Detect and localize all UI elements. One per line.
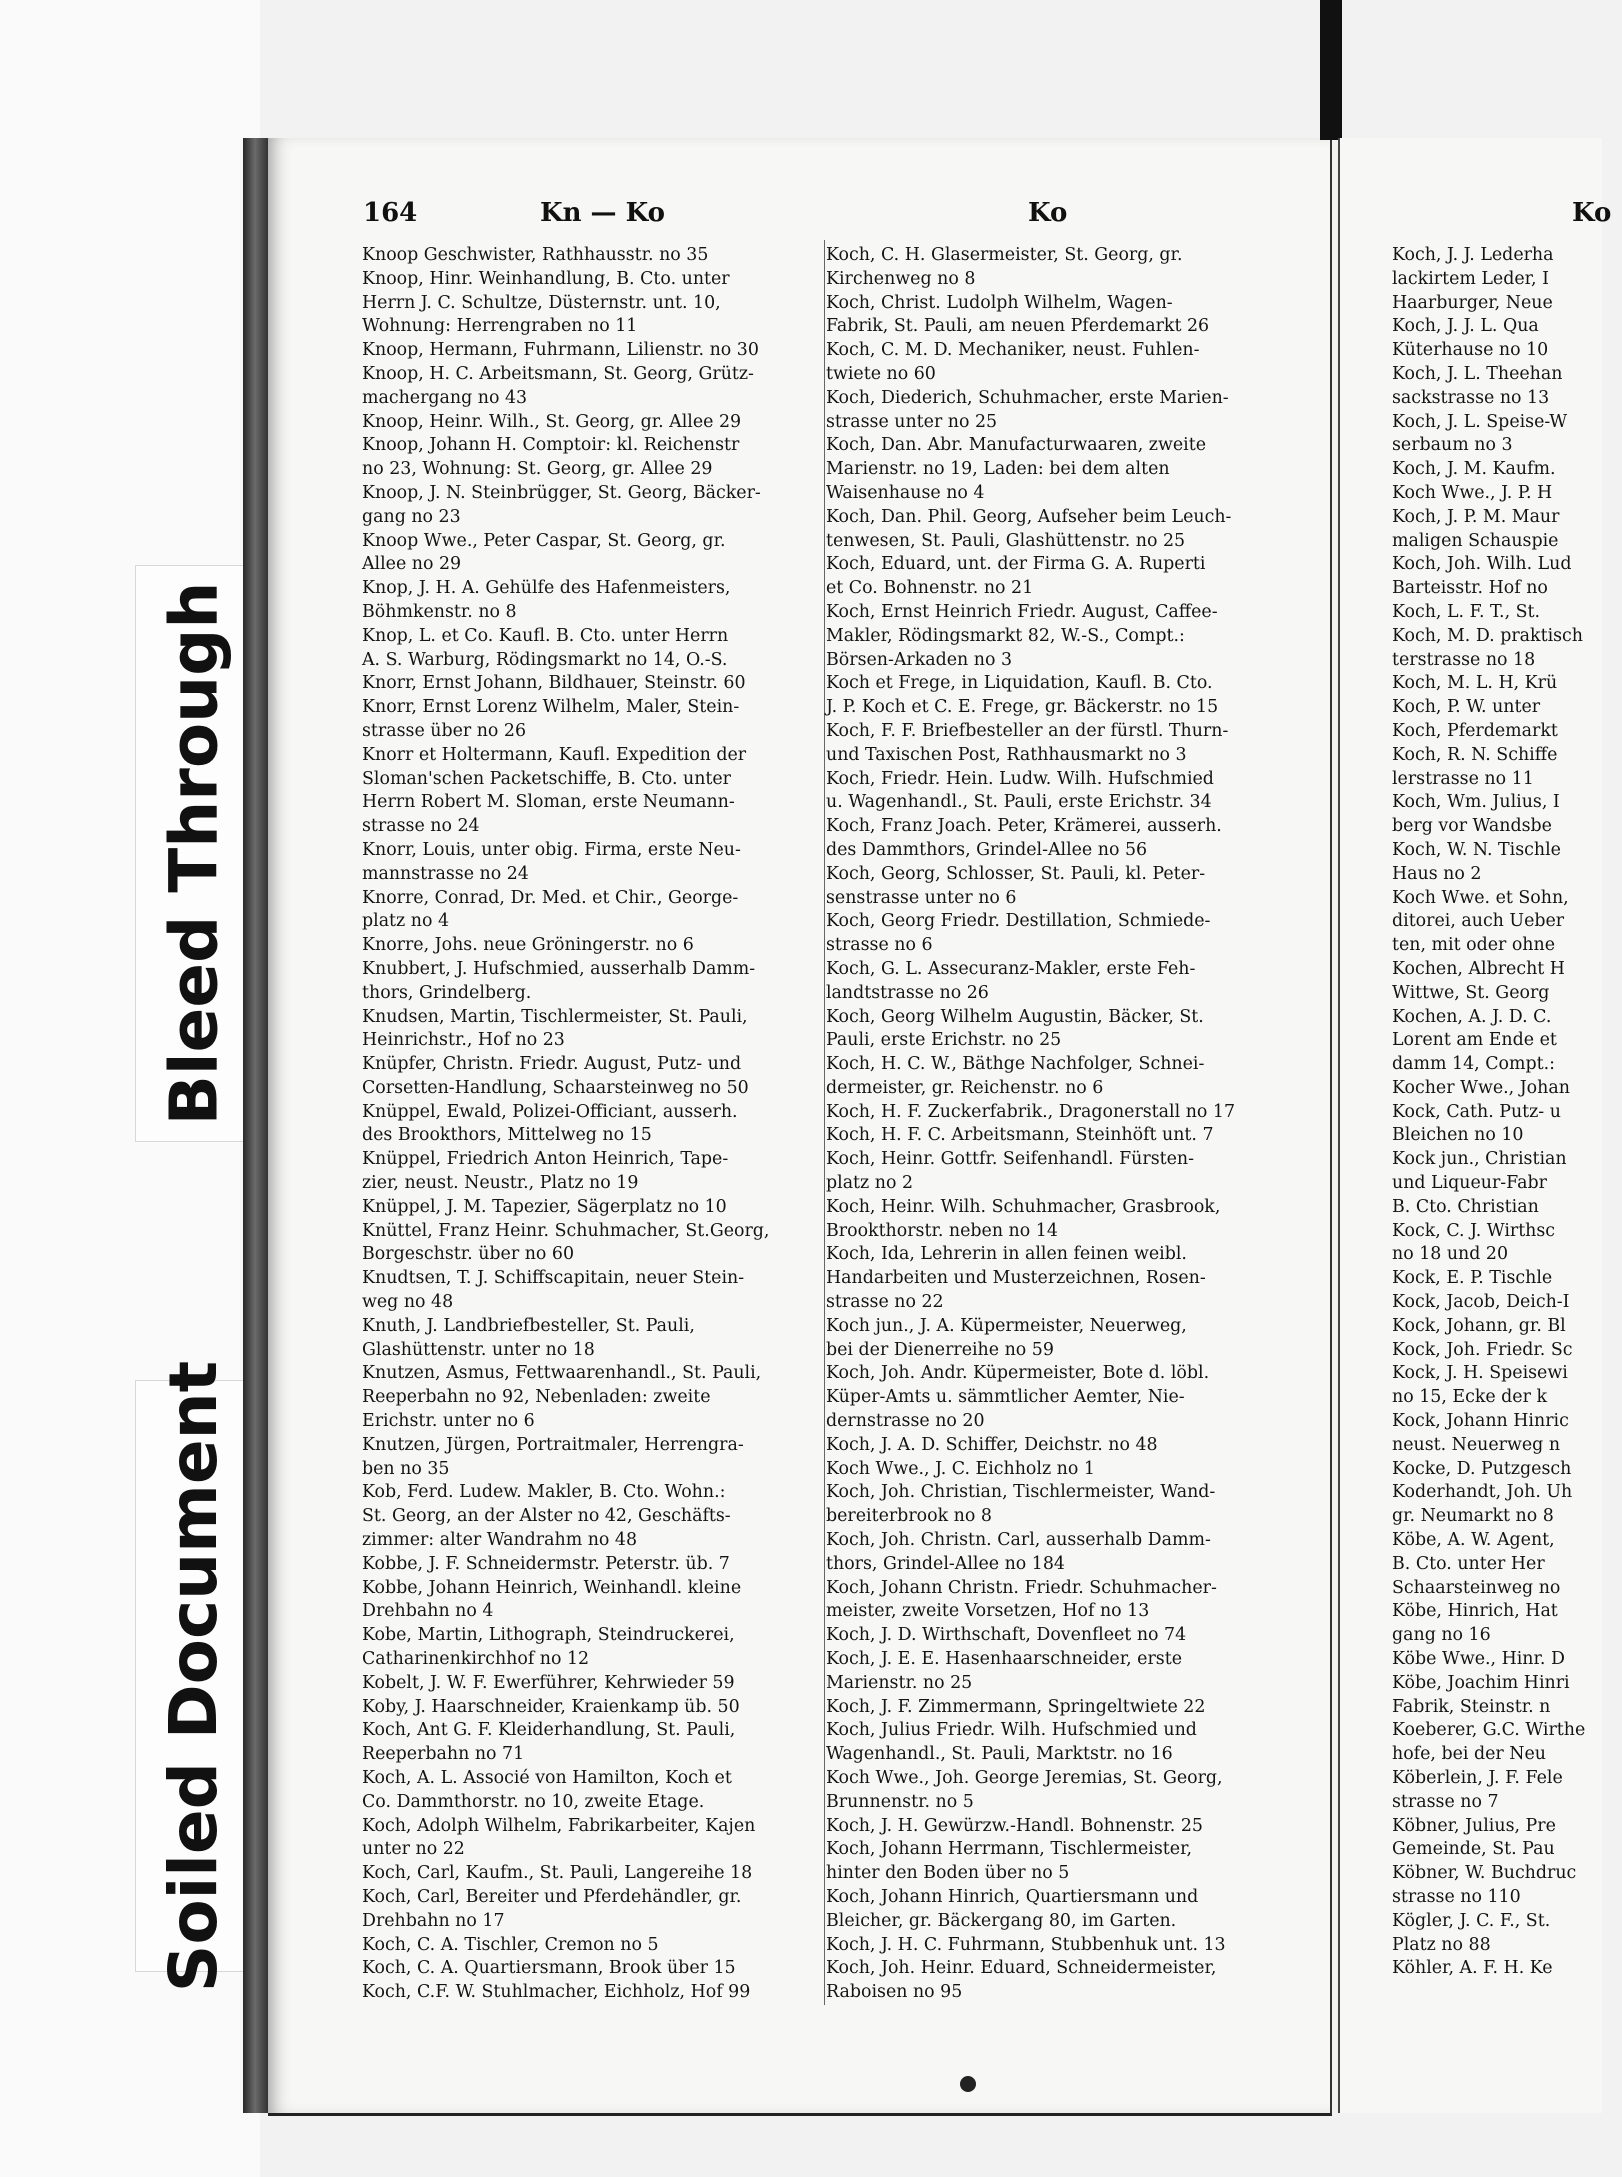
entry-line: zimmer: alter Wandrahm no 48 [362,1530,638,1551]
entry-line: Reeperbahn no 71 [362,1744,525,1765]
entry-line: Drehbahn no 17 [362,1910,505,1931]
entry-line: Koch, J. H. Gewürzw.-Handl. Bohnenstr. 25 [826,1815,1203,1836]
entry-line: Knoop, J. N. Steinbrügger, St. Georg, Bäcker- [362,482,761,503]
entry-line: strasse no 24 [362,816,480,837]
entry-line: Knorre, Johs. neue Gröningerstr. no 6 [362,935,694,956]
entry-line: bereiterbrook no 8 [826,1506,992,1527]
entry-line: et Co. Bohnenstr. no 21 [826,578,1034,599]
entry-line: Kobe, Martin, Lithograph, Steindruckerei, [362,1625,735,1646]
entry-line: Koby, J. Haarschneider, Kraienkamp üb. 50 [362,1696,740,1717]
entry-line: Knuth, J. Landbriefbesteller, St. Pauli, [362,1315,695,1336]
entry-line: gang no 16 [1392,1625,1491,1646]
entry-line: Knorr, Ernst Johann, Bildhauer, Steinstr. 60 [362,673,746,694]
entry-line: Brunnenstr. no 5 [826,1791,974,1812]
entry-line: Koch, H. F. C. Arbeitsmann, Steinhöft unt. 7 [826,1125,1214,1146]
page-number: 164 [363,198,418,228]
entry-line: Handarbeiten und Musterzeichnen, Rosen- [826,1268,1206,1289]
entry-line: Knoop, Hinr. Weinhandlung, B. Cto. unter [362,268,730,289]
entry-line: Knutzen, Asmus, Fettwaarenhandl., St. Pauli, [362,1363,762,1384]
entry-line: Koch Wwe., J. C. Eichholz no 1 [826,1458,1095,1479]
entry-line: Koch, Joh. Christn. Carl, ausserhalb Damm- [826,1530,1211,1551]
entry-line: no 15, Ecke der k [1392,1387,1547,1408]
entry-line: gang no 23 [362,506,461,527]
running-head-left: Kn — Ko [540,198,665,228]
entry-line: Kob, Ferd. Ludew. Makler, B. Cto. Wohn.: [362,1482,726,1503]
entry-line: Kock, Jacob, Deich-I [1392,1292,1570,1313]
entry-line: platz no 2 [826,1173,914,1194]
entry-line: Koeberer, G.C. Wirthe [1392,1720,1586,1741]
entry-line: Koch, Carl, Kaufm., St. Pauli, Langereihe 18 [362,1863,753,1884]
entry-line: Knüpfer, Christn. Friedr. August, Putz- und [362,1054,742,1075]
entry-line: mannstrasse no 24 [362,863,529,884]
entry-line: Koch, Johann Herrmann, Tischlermeister, [826,1839,1193,1860]
entry-line: Catharinenkirchhof no 12 [362,1649,590,1670]
entry-line: Koch, Georg, Schlosser, St. Pauli, kl. Peter- [826,863,1206,884]
entry-line: Koch, Wm. Julius, I [1392,792,1560,813]
entry-line: meister, zweite Vorsetzen, Hof no 13 [826,1601,1150,1622]
entry-line: Koch, Joh. Wilh. Lud [1392,554,1572,575]
entry-line: dernstrasse no 20 [826,1411,985,1432]
entry-line: maligen Schauspie [1392,530,1559,551]
entry-line: Knüppel, Ewald, Polizei-Officiant, ausserh. [362,1101,738,1122]
entry-line: Schaarsteinweg no [1392,1577,1561,1598]
label-strip [0,0,260,2177]
entry-line: Köbe, A. W. Agent, [1392,1530,1555,1551]
entry-line: Koch, J. A. D. Schiffer, Deichstr. no 48 [826,1434,1158,1455]
soiled-document-label [135,1360,252,1992]
entry-line: Knüppel, Friedrich Anton Heinrich, Tape- [362,1149,729,1170]
entry-line: Koch Wwe., Joh. George Jeremias, St. Georg, [826,1768,1223,1788]
entry-line: Kobbe, Johann Heinrich, Weinhandl. kleine [362,1577,742,1598]
entry-line: Koch, Franz Joach. Peter, Krämerei, ausserh. [826,816,1222,837]
entry-line: Knoop, H. C. Arbeitsmann, St. Georg, Grütz- [362,363,754,384]
entry-line: Kirchenweg no 8 [826,268,976,289]
entry-line: Knudsen, Martin, Tischlermeister, St. Pauli, [362,1006,748,1027]
entry-line: St. Georg, an der Alster no 42, Geschäfts- [362,1506,731,1527]
entry-line: Marienstr. no 25 [826,1672,973,1693]
entry-line: Kobbe, J. F. Schneidermstr. Peterstr. üb. 7 [362,1553,730,1574]
entry-line: hinter den Boden über no 5 [826,1863,1070,1884]
entry-line: ben no 35 [362,1458,450,1479]
entry-line: strasse no 7 [1392,1791,1499,1812]
entry-line: und Taxischen Post, Rathhausmarkt no 3 [826,744,1187,765]
entry-line: Koch jun., J. A. Küpermeister, Neuerweg, [826,1315,1187,1336]
entry-line: Wagenhandl., St. Pauli, Marktstr. no 16 [826,1744,1173,1765]
entry-line: Corsetten-Handlung, Schaarsteinweg no 50 [362,1077,749,1098]
entry-line: berg vor Wandsbe [1392,816,1552,837]
entry-line: damm 14, Compt.: [1392,1054,1555,1075]
entry-line: unter no 22 [362,1839,465,1860]
entry-line: Koch, Ernst Heinrich Friedr. August, Caffee- [826,601,1218,622]
entry-line: Koch, J. M. Kaufm. [1392,459,1556,480]
entry-line: Haarburger, Neue [1392,292,1553,313]
entry-line: sackstrasse no 13 [1392,387,1550,408]
entry-line: Allee no 29 [362,554,462,575]
entry-line: weg no 48 [362,1292,454,1313]
entry-line: Koch, L. F. T., St. [1392,601,1541,622]
entry-line: Heinrichstr., Hof no 23 [362,1030,565,1051]
entry-line: Knoop, Hermann, Fuhrmann, Lilienstr. no 30 [362,340,759,361]
entry-line: Kocher Wwe., Johan [1392,1077,1570,1098]
entry-line: senstrasse unter no 6 [826,887,1017,908]
entry-line: ten, mit oder ohne [1392,935,1556,956]
entry-line: Koch, G. L. Assecuranz-Makler, erste Feh- [826,958,1196,979]
entry-line: Co. Dammthorstr. no 10, zweite Etage. [362,1791,705,1812]
entry-line: Sloman'schen Packetschiffe, B. Cto. unter [362,768,731,789]
entry-line: und Liqueur-Fabr [1392,1173,1547,1194]
entry-line: Köhler, A. F. H. Ke [1392,1958,1553,1979]
entry-line: Knorre, Conrad, Dr. Med. et Chir., George- [362,887,739,908]
directory-column-facing [1392,244,1622,1981]
entry-line: Kock, Joh. Friedr. Sc [1392,1339,1573,1360]
entry-line: twiete no 60 [826,363,936,384]
entry-line: Koch, Pferdemarkt [1392,720,1558,741]
entry-line: Böhmkenstr. no 8 [362,601,517,622]
entry-line: Koch, J. H. C. Fuhrmann, Stubbenhuk unt. 13 [826,1934,1226,1955]
entry-line: Wittwe, St. Georg [1392,982,1550,1003]
entry-line: Koderhandt, Joh. Uh [1392,1482,1573,1503]
entry-line: Köbe, Joachim Hinri [1392,1672,1570,1693]
entry-line: des Dammthors, Grindel-Allee no 56 [826,839,1148,860]
entry-line: Koch, Eduard, unt. der Firma G. A. Ruperti [826,554,1206,575]
entry-line: Fabrik, Steinstr. n [1392,1696,1551,1717]
entry-line: Koch, C. A. Quartiersmann, Brook über 15 [362,1958,736,1979]
entry-line: Koch, Ida, Lehrerin in allen feinen weibl. [826,1244,1187,1265]
entry-line: Köbe, Hinrich, Hat [1392,1601,1558,1622]
ink-spot [960,2076,976,2092]
entry-line: Makler, Rödingsmarkt 82, W.-S., Compt.: [826,625,1185,646]
entry-line: Knüttel, Franz Heinr. Schuhmacher, St.Georg, [362,1220,770,1241]
entry-line: Koch Wwe. et Sohn, [1392,887,1569,908]
entry-line: Knoop, Johann H. Comptoir: kl. Reichenstr [362,435,740,456]
entry-line: Koch, F. F. Briefbesteller an der fürstl. Thurn- [826,720,1229,741]
entry-line: Koch, J. J. Lederha [1392,245,1554,265]
entry-line: Koch, C.F. W. Stuhlmacher, Eichholz, Hof 99 [362,1982,751,2003]
entry-line: Koch, J. P. M. Maur [1392,506,1560,527]
entry-line: Waisenhause no 4 [826,482,985,503]
entry-line: lackirtem Leder, I [1392,268,1549,289]
entry-line: Koch, W. N. Tischle [1392,839,1561,860]
entry-line: Koch, P. W. unter [1392,697,1541,718]
entry-line: terstrasse no 18 [1392,649,1536,670]
entry-line: Koch et Frege, in Liquidation, Kaufl. B. Cto. [826,673,1213,694]
entry-line: thors, Grindelberg. [362,982,532,1003]
entry-line: Kock, Johann Hinric [1392,1411,1569,1432]
entry-line: Köbe Wwe., Hinr. D [1392,1649,1565,1670]
entry-line: Knoop Wwe., Peter Caspar, St. Georg, gr. [362,530,726,551]
entry-line: landtstrasse no 26 [826,982,989,1003]
entry-line: gr. Neumarkt no 8 [1392,1506,1554,1527]
entry-line: Knoop Geschwister, Rathhausstr. no 35 [362,245,709,265]
entry-line: Küterhause no 10 [1392,340,1549,361]
entry-line: Bleicher, gr. Bäckergang 80, im Garten. [826,1910,1177,1931]
entry-line: Knüppel, J. M. Tapezier, Sägerplatz no 10 [362,1196,727,1217]
bleed-through-label [135,565,252,1142]
entry-line: neust. Neuerweg n [1392,1434,1561,1455]
entry-line: Wohnung: Herrengraben no 11 [362,316,638,337]
entry-line: Koch, Joh. Heinr. Eduard, Schneidermeister, [826,1958,1217,1979]
entry-line: Knorr, Louis, unter obig. Firma, erste Neu- [362,839,741,860]
entry-line: Herrn Robert M. Sloman, erste Neumann- [362,792,735,813]
entry-line: Glashüttenstr. unter no 18 [362,1339,595,1360]
entry-line: no 23, Wohnung: St. Georg, gr. Allee 29 [362,459,713,480]
entry-line: Koch, H. C. W., Bäthge Nachfolger, Schnei- [826,1054,1205,1075]
entry-line: Koch, Adolph Wilhelm, Fabrikarbeiter, Kajen [362,1815,756,1836]
entry-line: Koch, J. E. E. Hasenhaarschneider, erste [826,1649,1182,1670]
entry-line: Küper-Amts u. sämmtlicher Aemter, Nie- [826,1387,1185,1408]
entry-line: Kock, Johann, gr. Bl [1392,1315,1566,1336]
running-head-right: Ko [1028,198,1068,228]
entry-line: B. Cto. Christian [1392,1196,1539,1217]
entry-line: Koch, M. D. praktisch [1392,625,1583,646]
entry-line: Koch, Diederich, Schuhmacher, erste Marien- [826,387,1229,408]
entry-line: Fabrik, St. Pauli, am neuen Pferdemarkt 26 [826,316,1210,337]
entry-line: Kock jun., Christian [1392,1149,1567,1170]
entry-line: machergang no 43 [362,387,528,408]
directory-column-1 [362,244,827,2005]
entry-line: Brookthorstr. neben no 14 [826,1220,1058,1241]
entry-line: Koch, J. L. Speise-W [1392,411,1568,432]
entry-line: zier, neust. Neustr., Platz no 19 [362,1173,639,1194]
entry-line: strasse unter no 25 [826,411,998,432]
bleed-through-text: Bleed Through [155,581,233,1126]
entry-line: J. P. Koch et C. E. Frege, gr. Bäckerstr. no 15 [826,697,1219,718]
entry-line: Kock, C. J. Wirthsc [1392,1220,1556,1241]
entry-line: Koch, Dan. Phil. Georg, Aufseher beim Leuch- [826,506,1232,527]
entry-line: Koch, C. M. D. Mechaniker, neust. Fuhlen- [826,340,1200,361]
entry-line: Reeperbahn no 92, Nebenladen: zweite [362,1387,711,1408]
entry-line: tenwesen, St. Pauli, Glashüttenstr. no 25 [826,530,1186,551]
entry-line: Koch, Johann Hinrich, Quartiersmann und [826,1886,1199,1907]
entry-line: A. S. Warburg, Rödingsmarkt no 14, O.-S. [362,649,728,670]
entry-line: strasse über no 26 [362,720,527,741]
entry-line: Kocke, D. Putzgesch [1392,1458,1572,1479]
entry-line: Borgeschstr. über no 60 [362,1244,575,1265]
entry-line: Platz no 88 [1392,1934,1491,1955]
entry-line: Koch, Georg Friedr. Destillation, Schmiede- [826,911,1211,932]
entry-line: Lorent am Ende et [1392,1030,1557,1051]
entry-line: Köbner, Julius, Pre [1392,1815,1556,1836]
entry-line: Koch, Heinr. Wilh. Schuhmacher, Grasbrook, [826,1196,1221,1217]
entry-line: Koch, Carl, Bereiter und Pferdehändler, gr. [362,1886,742,1907]
entry-line: Knoop, Heinr. Wilh., St. Georg, gr. Allee 29 [362,411,742,432]
entry-line: Koch Wwe., J. P. H [1392,482,1553,503]
entry-line: Kock, Cath. Putz- u [1392,1101,1561,1122]
entry-line: Koch, M. L. H, Krü [1392,673,1558,694]
entry-line: Köbner, W. Buchdruc [1392,1863,1577,1884]
entry-line: Marienstr. no 19, Laden: bei dem alten [826,459,1170,480]
entry-line: Koch, J. F. Zimmermann, Springeltwiete 22 [826,1696,1206,1717]
entry-line: serbaum no 3 [1392,435,1513,456]
entry-line: Knudtsen, T. J. Schiffscapitain, neuer Stein- [362,1268,745,1289]
entry-line: Köberlein, J. F. Fele [1392,1768,1563,1788]
entry-line: Koch, A. L. Associé von Hamilton, Koch et [362,1768,732,1788]
entry-line: Bleichen no 10 [1392,1125,1524,1146]
entry-line: Koch, Johann Christn. Friedr. Schuhmacher- [826,1577,1217,1598]
entry-line: Koch, R. N. Schiffe [1392,744,1558,765]
entry-line: Gemeinde, St. Pau [1392,1839,1555,1860]
entry-line: B. Cto. unter Her [1392,1553,1545,1574]
entry-line: Koch, Heinr. Gottfr. Seifenhandl. Fürsten- [826,1149,1194,1170]
entry-line: Koch, Christ. Ludolph Wilhelm, Wagen- [826,292,1173,313]
entry-line: Koch, H. F. Zuckerfabrik., Dragonerstall no 17 [826,1101,1236,1122]
entry-line: Koch, Joh. Christian, Tischlermeister, Wand- [826,1482,1216,1503]
entry-line: Knorr et Holtermann, Kaufl. Expedition der [362,744,747,765]
entry-line: Pauli, erste Erichstr. no 25 [826,1030,1062,1051]
entry-line: Koch, J. D. Wirthschaft, Dovenfleet no 74 [826,1625,1187,1646]
entry-line: no 18 und 20 [1392,1244,1509,1265]
entry-line: thors, Grindel-Allee no 184 [826,1553,1065,1574]
entry-line: Barteisstr. Hof no [1392,578,1548,599]
entry-line: Koch, C. A. Tischler, Cremon no 5 [362,1934,659,1955]
entry-line: platz no 4 [362,911,450,932]
entry-line: Koch, Dan. Abr. Manufacturwaaren, zweite [826,435,1206,456]
entry-line: Koch, Friedr. Hein. Ludw. Wilh. Hufschmied [826,768,1214,789]
entry-line: ditorei, auch Ueber [1392,911,1565,932]
entry-line: Börsen-Arkaden no 3 [826,649,1013,670]
entry-line: Kobelt, J. W. F. Ewerführer, Kehrwieder 59 [362,1672,735,1693]
entry-line: Koch, J. L. Theehan [1392,363,1563,384]
entry-line: Koch, J. J. L. Qua [1392,316,1539,337]
entry-line: strasse no 6 [826,935,933,956]
entry-line: bei der Dienerreihe no 59 [826,1339,1054,1360]
page-gutter-shadow [1320,0,1342,140]
entry-line: Erichstr. unter no 6 [362,1411,535,1432]
entry-line: Raboisen no 95 [826,1982,963,2003]
entry-line: Kögler, J. C. F., St. [1392,1910,1551,1931]
entry-line: strasse no 22 [826,1292,944,1313]
entry-line: Knop, J. H. A. Gehülfe des Hafenmeisters, [362,578,731,599]
entry-line: Knop, L. et Co. Kaufl. B. Cto. unter Herrn [362,625,729,646]
entry-line: Koch, Georg Wilhelm Augustin, Bäcker, St. [826,1006,1204,1027]
directory-column-2 [826,244,1296,2005]
entry-line: Knorr, Ernst Lorenz Wilhelm, Maler, Stein- [362,697,740,718]
entry-line: Kochen, Albrecht H [1392,958,1565,979]
entry-line: dermeister, gr. Reichenstr. no 6 [826,1077,1104,1098]
entry-line: Kock, E. P. Tischle [1392,1268,1553,1289]
entry-line: strasse no 110 [1392,1886,1521,1907]
entry-line: u. Wagenhandl., St. Pauli, erste Erichstr. 34 [826,792,1212,813]
entry-line: des Brookthors, Mittelweg no 15 [362,1125,652,1146]
entry-line: Koch, Joh. Andr. Küpermeister, Bote d. löbl. [826,1363,1210,1384]
entry-line: Knutzen, Jürgen, Portraitmaler, Herrengra- [362,1434,744,1455]
entry-line: Kock, J. H. Speisewi [1392,1363,1568,1384]
soiled-document-text: Soiled Document [155,1360,233,1992]
entry-line: Koch, Ant G. F. Kleiderhandlung, St. Pauli, [362,1720,736,1741]
entry-line: Knubbert, J. Hufschmied, ausserhalb Damm- [362,958,756,979]
entry-line: lerstrasse no 11 [1392,768,1534,789]
entry-line: Koch, Julius Friedr. Wilh. Hufschmied und [826,1720,1197,1741]
entry-line: Haus no 2 [1392,863,1482,884]
entry-line: Kochen, A. J. D. C. [1392,1006,1552,1027]
entry-line: hofe, bei der Neu [1392,1744,1546,1765]
running-head-facing: Ko [1572,198,1612,228]
entry-line: Drehbahn no 4 [362,1601,494,1622]
entry-line: Herrn J. C. Schultze, Düsternstr. unt. 10, [362,292,721,313]
entry-line: Koch, C. H. Glasermeister, St. Georg, gr. [826,245,1183,265]
